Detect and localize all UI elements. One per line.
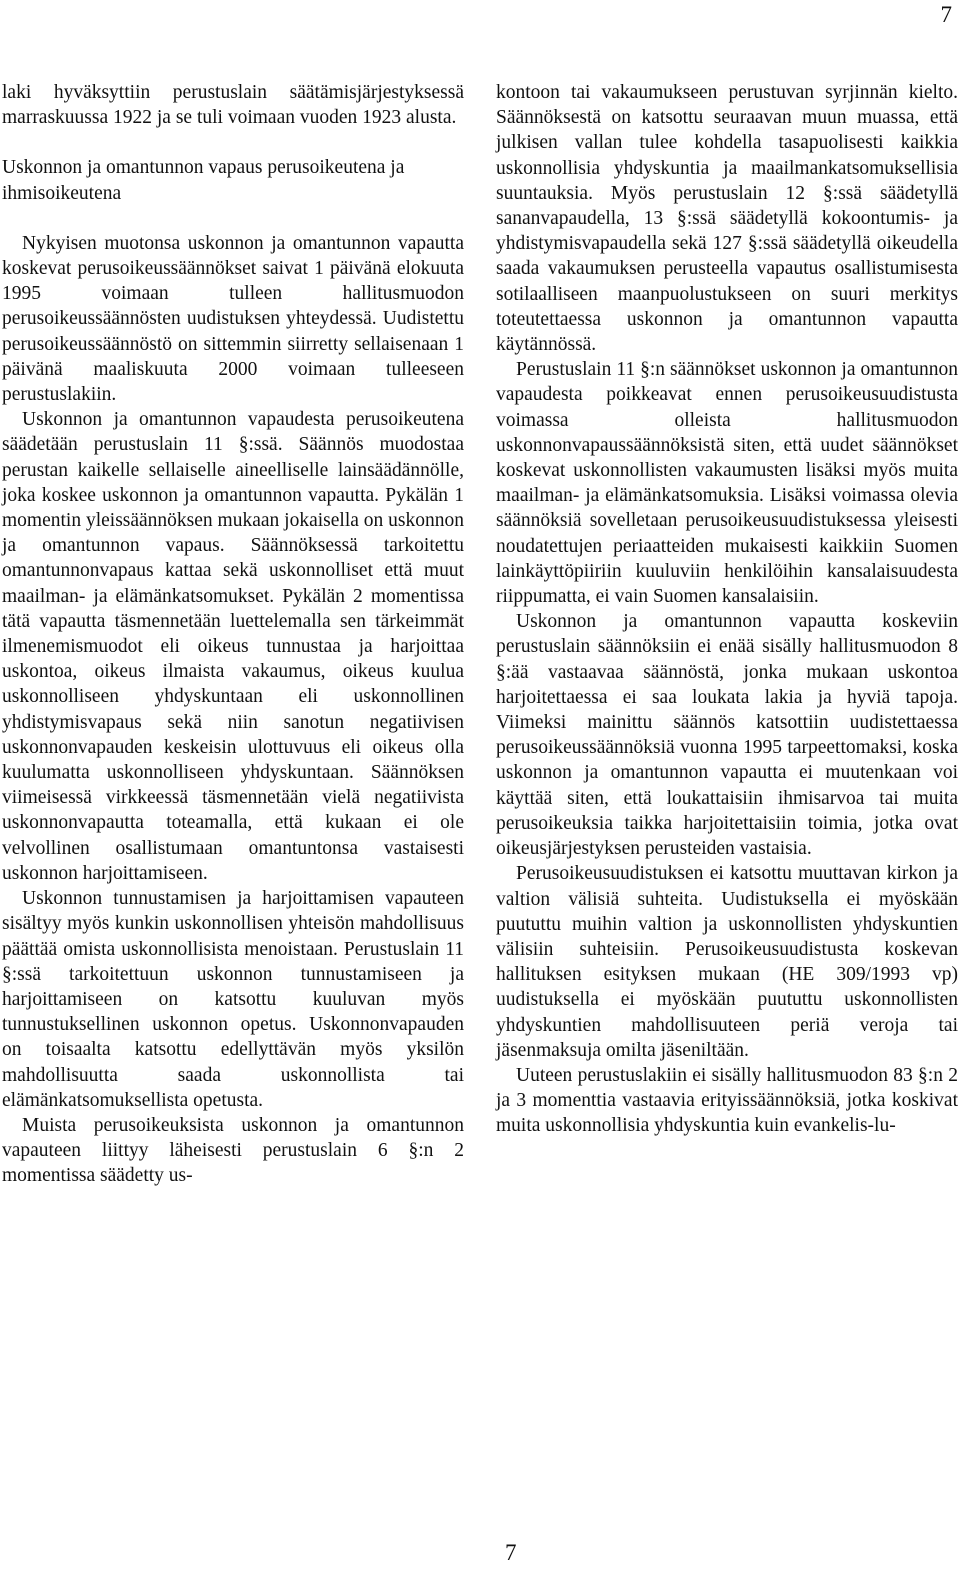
paragraph: Nykyisen muotonsa uskonnon ja omantunnon vapautta koskevat perusoikeussäännökset saivat 1 päivänä elokuuta 1995 voimaan tulleen hallitusmuodon perusoikeussäännösten uudistuksen yhteydessä. Uudistettu perusoikeussäännöstö on sittemmin siirretty sellaisenaan 1 päivänä maaliskuuta 2000 voimaan tulleeseen perustuslakiin. [2, 232, 464, 406]
page-number-bottom: 7 [505, 1540, 517, 1565]
paragraph: Uuteen perustuslakiin ei sisälly hallitusmuodon 83 §:n 2 ja 3 momenttia vastaavia erityissäännöksiä, jotka koskivat muita uskonnollisia yhdyskuntia kuin evankelis-lu- [496, 1064, 958, 1137]
paragraph: Perusoikeusuudistuksen ei katsottu muuttavan kirkon ja valtion välisiä suhteita. Uudistuksella ei myöskään puututtu muihin valtion ja uskonnollisten yhdyskuntien välisiin suhteisiin. Perusoikeusuudistusta koskevan hallituksen esityksen mukaan (HE 309/1993 vp) uudistuksella ei myöskään puututtu uskonnollisten yhdyskuntien mahdollisuuteen periä veroja tai jäsenmaksuja omilta jäseniltään. [496, 863, 958, 1061]
paragraph: Muista perusoikeuksista uskonnon ja omantunnon vapauteen liittyy läheisesti perustuslain 6 §:n 2 momentissa säädetty us- [2, 1114, 464, 1187]
right-column [496, 80, 958, 1139]
left-column [2, 80, 464, 1189]
spacer [2, 130, 464, 155]
paragraph-intro: laki hyväksyttiin perustuslain säätämisjärjestyksessä marraskuussa 1922 ja se tuli voimaan vuoden 1923 alusta. [2, 82, 464, 129]
paragraph: Perustuslain 11 §:n säännökset uskonnon ja omantunnon vapaudesta poikkeavat ennen perusoikeusuudistusta voimassa olleista hallitusmuodon uskonnonvapaussäännöksistä siten, että uudet säännökset koskevat uskonnollisten vakaumusten lisäksi myös muita maailman- ja elämänkatsomuksia. Lisäksi voimassa olevia säännöksiä sovelletaan perusoikeusuudistuksessa yleisesti noudatettujen periaatteiden mukaisesti kaikkiin Suomen lainkäyttöpiiriin kuuluviin henkilöihin kansalaisuudesta riippumatta, ei vain Suomen kansalaisiin. [496, 359, 958, 608]
section-heading: Uskonnon ja omantunnon vapaus perusoikeutena ja ihmisoikeutena [2, 157, 405, 204]
page-number-top: 7 [940, 2, 952, 27]
spacer [2, 206, 464, 231]
paragraph: Uskonnon ja omantunnon vapaudesta perusoikeutena säädetään perustuslain 11 §:ssä. Säännös muodostaa perustan kaikelle sellaiselle aineelliselle lainsäädännölle, joka koskee uskonnon ja omantunnon vapautta. Pykälän 1 momentin yleissäännöksen mukaan jokaisella on uskonnon ja omantunnon vapaus. Säännöksessä tarkoitettu omantunnonvapaus kattaa sekä uskonnolliset että muut maailman- ja elämänkatsomukset. Pykälän 2 momentissa tätä vapautta täsmennetään luettelemalla sen tärkeimmät ilmenemismuodot eli oikeus tunnustaa ja harjoittaa uskontoa, oikeus ilmaista vakaumus, oikeus kuulua uskonnolliseen yhdyskuntaan eli uskonnollinen yhdistymisvapaus sekä niin sanotun negatiivisen uskonnonvapauden keskeisin ulottuvuus eli oikeus olla kuulumatta uskonnolliseen yhdyskuntaan. Säännöksen viimeisessä virkkeessä täsmennetään vielä negatiivista uskonnonvapautta toteamalla, että kukaan ei ole velvollinen osallistumaan omantuntonsa vastaisesti uskonnon harjoittamiseen. [2, 409, 464, 884]
paragraph: Uskonnon tunnustamisen ja harjoittamisen vapauteen sisältyy myös kunkin uskonnollisen yhteisön mahdollisuus päättää omista uskonnollisista menoistaan. Perustuslain 11 §:ssä tarkoitettuun uskonnon tunnustamiseen ja harjoittamiseen on katsottu kuuluvan myös tunnustuksellinen uskonnon opetus. Uskonnonvapauden on toisaalta katsottu edellyttävän myös yksilön mahdollisuutta saada uskonnollista tai elämänkatsomuksellista opetusta. [2, 888, 464, 1111]
paragraph: Uskonnon ja omantunnon vapautta koskeviin perustuslain säännöksiin ei enää sisälly hallitusmuodon 8 §:ää vastaavaa säännöstä, jonka mukaan uskontoa harjoitettaessa ei saa loukata lakia ja hyviä tapoja. Viimeksi mainittu säännös katsottiin uudistettaessa perusoikeussäännöksiä vuonna 1995 tarpeettomaksi, koska uskonnon ja omantunnon vapautta ei muutenkaan voi käyttää siten, että loukattaisiin ihmisarvoa tai muita perusoikeuksia taikka harjoitettaisiin toimia, jotka ovat oikeusjärjestyksen perusteiden vastaisia. [496, 611, 958, 860]
paragraph-continued: kontoon tai vakaumukseen perustuvan syrjinnän kielto. Säännöksestä on katsottu seuraavan muun muassa, että julkisen vallan tulee kohdella tasapuolisesti kaikkia uskonnollisia yhdyskuntia ja maailmankatsomuksellisia suuntauksia. Myös perustuslain 12 §:ssä säädetyllä sananvapaudella, 13 §:ssä säädetyllä kokoontumis- ja yhdistymisvapaudella sekä 127 §:ssä säädetyllä oikeudella saada vakaumuksen perusteella vapautus osallistumisesta sotilaalliseen maanpuolustukseen on suuri merkitys toteutettaessa uskonnon ja omantunnon vapautta käytännössä. [496, 82, 958, 356]
